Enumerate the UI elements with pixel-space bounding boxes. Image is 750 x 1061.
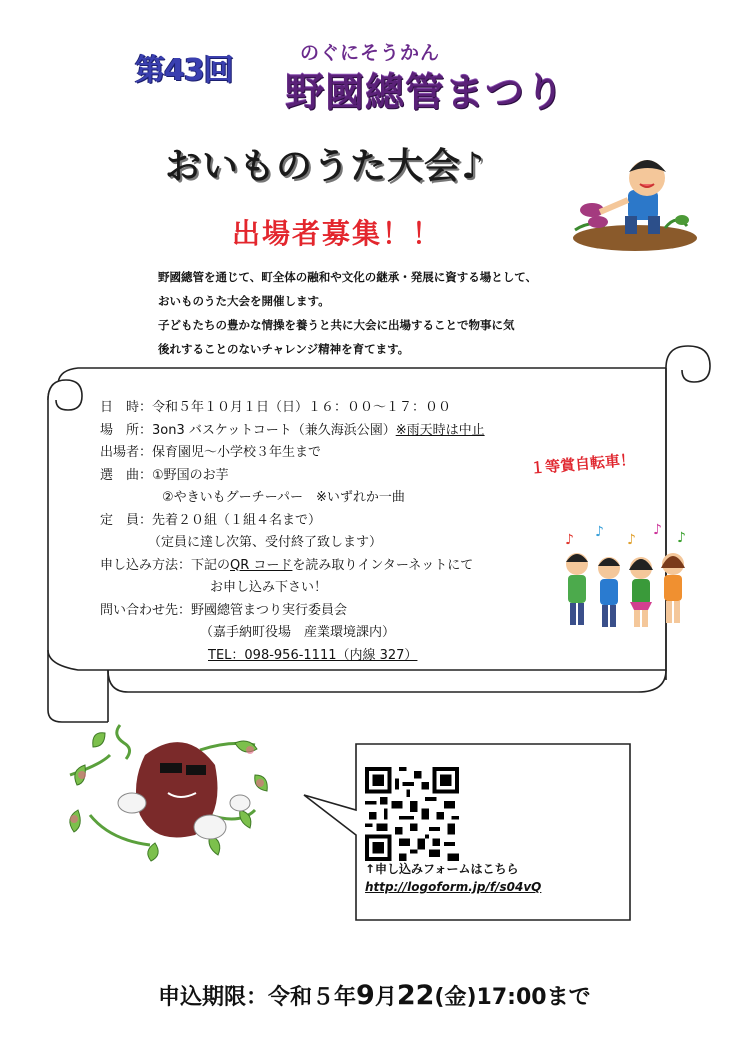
festival-title: 野國總管まつり: [285, 71, 566, 116]
kids-singing-illustration: [555, 522, 695, 642]
festival-ruby: のぐにそうかん: [300, 42, 441, 64]
prize-label: １等賞自転車！: [529, 450, 636, 478]
potato-digging-illustration: [570, 150, 700, 255]
apply-text-2: を読み取りインターネットにて: [292, 557, 474, 573]
contest-title: おいものうた大会♪: [165, 146, 485, 187]
svg-text:♪: ♪: [677, 530, 686, 546]
deadline-prefix: 申込期限：令和５年: [158, 985, 357, 1010]
apply-row: [100, 555, 570, 578]
event-details: [100, 397, 570, 667]
capacity-row: 定 員：先着２０組（１組４名まで）: [100, 512, 322, 528]
qr-caption: ↑申し込みフォームはこちら: [365, 862, 519, 876]
songs-row: 選 曲：①野国のお芋: [100, 467, 229, 483]
svg-text:♪: ♪: [595, 524, 604, 540]
deadline-day: 22: [396, 980, 435, 1011]
apply-text: 申し込み方法：下記の: [100, 557, 231, 573]
intro-line: 後れすることのないチャレンジ精神を育てます。: [158, 342, 410, 356]
tel-link[interactable]: TEL：098-956-1111（内線 327）: [208, 647, 418, 663]
svg-text:♪: ♪: [653, 522, 662, 538]
tel-row: [100, 645, 570, 668]
application-form-link[interactable]: http://logoform.jp/f/s04vQ: [365, 880, 542, 894]
capacity-note: （定員に達し次第、受付終了致します）: [148, 535, 383, 550]
rain-note: ※雨天時は中止: [395, 422, 485, 438]
participants-row: 出場者：保育園児〜小学校３年生まで: [100, 445, 322, 460]
qr-speech-bubble: [300, 740, 640, 930]
intro-line: 子どもたちの豊かな情操を養うと共に大会に出場することで物事に気: [158, 318, 515, 332]
songs-row-2: ②やきいもグーチーパー ※いずれか一曲: [162, 490, 405, 505]
edition-label: 第43回: [135, 53, 233, 88]
sweet-potato-mascot: [60, 715, 275, 865]
intro-line: 野國總管を通じて、町全体の融和や文化の継承・発展に資する場として、: [158, 270, 538, 284]
deadline-time: 17:00: [476, 985, 547, 1010]
deadline-month: 9: [356, 980, 375, 1011]
application-deadline: [158, 980, 591, 1011]
qr-code-link[interactable]: QR コード: [230, 557, 293, 573]
deadline-month-unit: 月: [374, 985, 397, 1010]
intro-line: おいものうた大会を開催します。: [158, 294, 330, 308]
svg-text:♪: ♪: [627, 532, 636, 548]
recruit-heading: 出場者募集！！: [232, 217, 443, 250]
contact-row-2: （嘉手納町役場 産業環境課内）: [200, 625, 396, 640]
deadline-weekday: (金): [434, 985, 477, 1010]
contact-row: 問い合わせ先：野國總管まつり実行委員会: [100, 602, 348, 618]
apply-row-2: お申し込み下さい！: [210, 580, 328, 595]
datetime-row: 日 時：令和５年１０月１日（日）１６：００〜１７：００: [100, 400, 452, 415]
qr-code-image[interactable]: [365, 767, 459, 861]
place-row: [100, 420, 570, 443]
place-text: 場 所：3on3 バスケットコート（兼久海浜公園）: [100, 422, 396, 438]
svg-text:♪: ♪: [565, 532, 574, 548]
deadline-suffix: まで: [546, 985, 591, 1010]
